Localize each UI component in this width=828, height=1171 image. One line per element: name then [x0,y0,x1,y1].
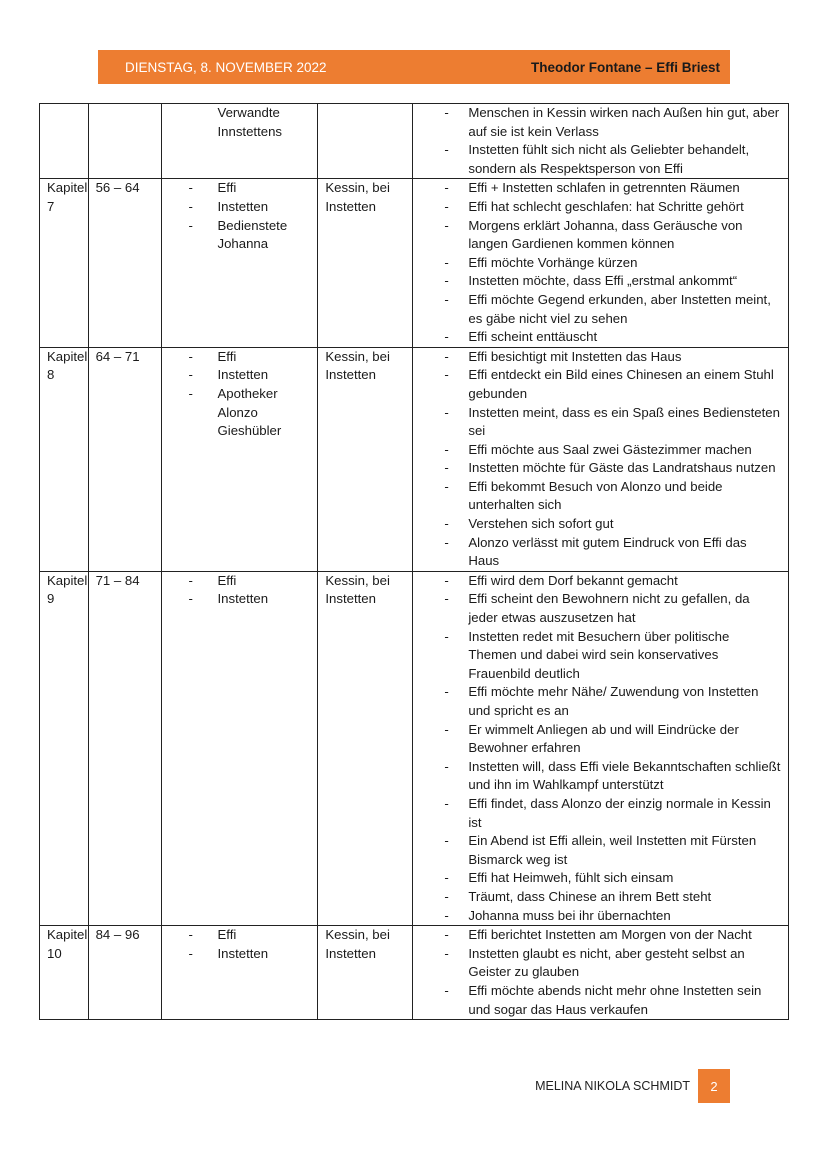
page-number: 2 [698,1069,730,1103]
event-item: - Instetten möchte für Gäste das Landratshaus nutzen [420,459,781,478]
table-row [40,926,789,1020]
character-item: - Bedienstete Johanna [189,217,311,254]
character-item: - Instetten [189,198,311,217]
events-cell [413,347,789,571]
footer-author: MELINA NIKOLA SCHMIDT [535,1079,690,1093]
pages-cell: 64 – 71 [88,347,161,571]
event-item: - Verstehen sich sofort gut [420,515,781,534]
characters-cell [161,179,318,347]
chapter-table [39,103,789,1020]
location-cell: Kessin, bei Instetten [318,926,413,1020]
location-cell: Kessin, bei Instetten [318,347,413,571]
event-item: - Morgens erklärt Johanna, dass Geräusche von langen Gardienen kommen können [420,217,781,254]
location-cell: Kessin, bei Instetten [318,571,413,925]
characters-list [169,348,311,441]
chapter-cell: Kapitel 7 [40,179,89,347]
chapter-cell: Kapitel 9 [40,571,89,925]
characters-cell [161,347,318,571]
event-item: - Effi besichtigt mit Instetten das Haus [420,348,781,367]
event-item: - Effi entdeckt ein Bild eines Chinesen an einem Stuhl gebunden [420,366,781,403]
character-item: - Effi [189,179,311,198]
event-item: - Effi möchte Vorhänge kürzen [420,254,781,273]
event-item: - Effi möchte mehr Nähe/ Zuwendung von Instetten und spricht es an [420,683,781,720]
character-item: - Instetten [189,945,311,964]
events-list [420,926,781,1019]
chapter-cell [40,104,89,179]
events-list [420,348,781,571]
pages-cell: 56 – 64 [88,179,161,347]
character-item: - Effi [189,348,311,367]
event-item: - Effi möchte aus Saal zwei Gästezimmer machen [420,441,781,460]
characters-cell [161,104,318,179]
characters-list [169,926,311,963]
event-item: - Träumt, dass Chinese an ihrem Bett steht [420,888,781,907]
table-row [40,104,789,179]
event-item: - Instetten will, dass Effi viele Bekanntschaften schließt und ihn im Wahlkampf unterstützt [420,758,781,795]
events-cell [413,571,789,925]
events-list [420,179,781,346]
event-item: - Ein Abend ist Effi allein, weil Instetten mit Fürsten Bismarck weg ist [420,832,781,869]
character-item: - Effi [189,926,311,945]
event-item: - Menschen in Kessin wirken nach Außen hin gut, aber auf sie ist kein Verlass [420,104,781,141]
header-date: DIENSTAG, 8. NOVEMBER 2022 [125,59,327,75]
location-cell [318,104,413,179]
table-row [40,347,789,571]
event-item: - Effi bekommt Besuch von Alonzo und beide unterhalten sich [420,478,781,515]
pages-cell: 84 – 96 [88,926,161,1020]
event-item: - Instetten möchte, dass Effi „erstmal ankommt“ [420,272,781,291]
event-item: - Effi hat Heimweh, fühlt sich einsam [420,869,781,888]
event-item: - Johanna muss bei ihr übernachten [420,907,781,926]
event-item: - Instetten meint, dass es ein Spaß eines Bediensteten sei [420,404,781,441]
table-row [40,179,789,347]
events-cell [413,179,789,347]
event-item: - Effi möchte Gegend erkunden, aber Instetten meint, es gäbe nicht viel zu sehen [420,291,781,328]
pages-cell: 71 – 84 [88,571,161,925]
events-list [420,104,781,178]
event-item: - Effi möchte abends nicht mehr ohne Instetten sein und sogar das Haus verkaufen [420,982,781,1019]
chapter-cell: Kapitel 10 [40,926,89,1020]
events-list [420,572,781,925]
header-title: Theodor Fontane – Effi Briest [530,59,720,75]
location-cell: Kessin, bei Instetten [318,179,413,347]
event-item: - Effi + Instetten schlafen in getrennten Räumen [420,179,781,198]
character-item: - Instetten [189,366,311,385]
page-footer [535,1069,730,1103]
event-item: - Instetten glaubt es nicht, aber gesteht selbst an Geister zu glauben [420,945,781,982]
page-header [98,50,730,84]
event-item: - Instetten redet mit Besuchern über politische Themen und dabei wird sein konservatives Frauenbild deutlich [420,628,781,684]
characters-list [169,572,311,609]
event-item: - Alonzo verlässt mit gutem Eindruck von Effi das Haus [420,534,781,571]
table-row [40,571,789,925]
event-item: - Effi findet, dass Alonzo der einzig normale in Kessin ist [420,795,781,832]
characters-cell [161,926,318,1020]
character-item: - Effi [189,572,311,591]
events-cell [413,104,789,179]
event-item: - Effi hat schlecht geschlafen: hat Schritte gehört [420,198,781,217]
characters-list [169,179,311,253]
characters-cell [161,571,318,925]
character-name: Verwandte Innstettens [217,105,283,139]
event-item: - Instetten fühlt sich nicht als Geliebter behandelt, sondern als Respektsperson von Effi [420,141,781,178]
event-item: - Effi berichtet Instetten am Morgen von der Nacht [420,926,781,945]
event-item: - Effi wird dem Dorf bekannt gemacht [420,572,781,591]
character-item: - Apotheker Alonzo Gieshübler [189,385,311,441]
pages-cell [88,104,161,179]
events-cell [413,926,789,1020]
event-item: - Er wimmelt Anliegen ab und will Eindrücke der Bewohner erfahren [420,721,781,758]
event-item: - Effi scheint den Bewohnern nicht zu gefallen, da jeder etwas auszusetzen hat [420,590,781,627]
character-item: - Instetten [189,590,311,609]
chapter-cell: Kapitel 8 [40,347,89,571]
event-item: - Effi scheint enttäuscht [420,328,781,347]
